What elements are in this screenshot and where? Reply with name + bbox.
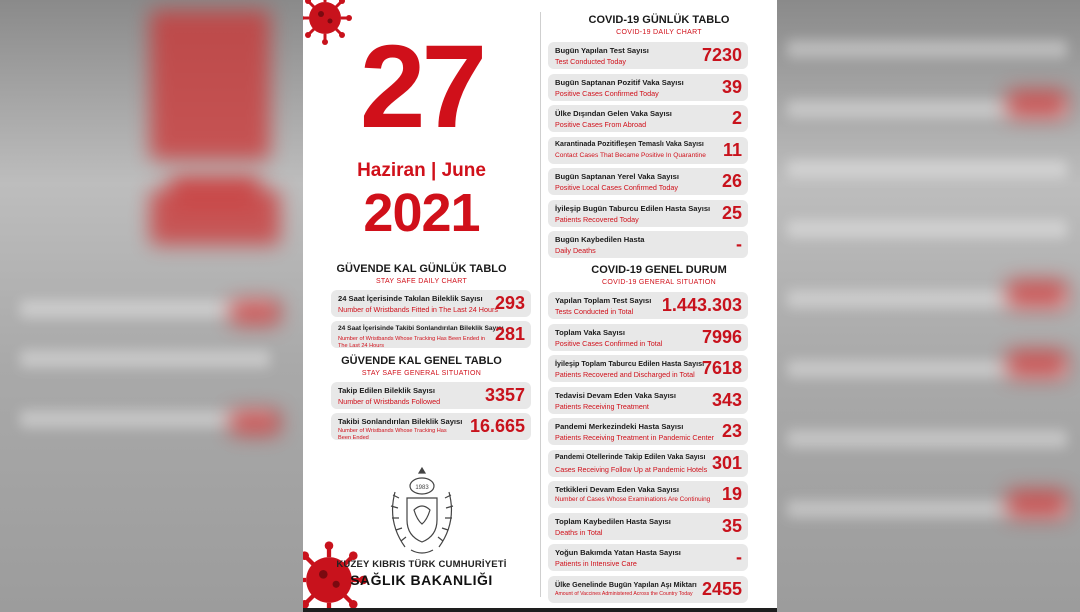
row-label-english: Tests Conducted in Total <box>555 307 634 316</box>
row-label-english: Patients Receiving Treatment <box>555 401 649 411</box>
row-label-turkish: Yapılan Toplam Test Sayısı <box>555 296 652 305</box>
row-value: 35 <box>721 515 742 536</box>
table-row <box>548 513 748 540</box>
row-value: - <box>736 234 742 254</box>
ministry-name: SAĞLIK BAKANLIĞI <box>350 572 493 588</box>
row-value: 293 <box>494 293 525 313</box>
row-label-english: Patients in Intensive Care <box>555 559 637 568</box>
row-label-turkish: İyileşip Toplam Taburcu Edilen Hasta Sayısı <box>555 359 705 368</box>
row-value: - <box>736 547 742 567</box>
row-label-turkish: Pandemi Otellerinde Takip Edilen Vaka Sayısı <box>555 453 706 461</box>
row-label-english: Positive Cases Confirmed Today <box>555 88 659 98</box>
row-label-turkish: Takibi Sonlandırılan Bileklik Sayısı <box>338 417 463 426</box>
row-label-turkish: Toplam Vaka Sayısı <box>555 327 625 337</box>
row-value: 19 <box>721 484 742 504</box>
table-row <box>548 544 748 571</box>
row-label-turkish: Yoğun Bakımda Yatan Hasta Sayısı <box>555 548 681 557</box>
table-row <box>548 387 748 414</box>
row-value: 281 <box>494 324 525 344</box>
row-label-turkish: Tetkikleri Devam Eden Vaka Sayısı <box>555 485 679 494</box>
row-label-turkish: Bugün Saptanan Yerel Vaka Sayısı <box>555 172 679 181</box>
row-value: 23 <box>721 421 742 441</box>
covid-daily-title: COVID-19 GÜNLÜK TABLO <box>588 14 730 26</box>
table-row <box>548 200 748 227</box>
row-label-turkish: Bugün Kaybedilen Hasta <box>555 235 645 244</box>
row-label-turkish: Toplam Kaybedilen Hasta Sayısı <box>555 516 671 526</box>
stay-safe-daily-title: GÜVENDE KAL GÜNLÜK TABLO <box>336 263 507 275</box>
table-row <box>548 576 748 603</box>
ministry-republic-name: KUZEY KIBRIS TÜRK CUMHURİYETİ <box>336 559 507 570</box>
table-row <box>548 231 748 258</box>
table-row <box>548 292 748 319</box>
row-label-english: Positive Local Cases Confirmed Today <box>555 183 678 192</box>
table-row <box>331 413 531 440</box>
row-label-turkish: Ülke Dışından Gelen Vaka Sayısı <box>555 109 672 118</box>
stay-safe-general-subtitle: STAY SAFE GENERAL SITUATION <box>361 370 482 377</box>
row-label-english: Amount of Vaccines Administered Across the Country Today <box>555 590 693 597</box>
stay-safe-general-title: GÜVENDE KAL GENEL TABLO <box>341 355 502 367</box>
row-label-english: Number of Wristbands Fitted in The Last 24 Hours <box>338 305 498 314</box>
row-label-english: Positive Cases From Abroad <box>555 120 647 129</box>
row-value: 7996 <box>701 326 742 347</box>
row-value: 26 <box>721 171 742 191</box>
row-value: 11 <box>722 139 742 160</box>
covid-daily-subtitle: COVID-19 DAILY CHART <box>616 29 702 36</box>
row-label-english: Number of Wristbands Whose Tracking Has Been Ended <box>338 428 447 441</box>
row-value: 343 <box>711 389 742 410</box>
row-label-english: Cases Receiving Follow Up at Pandemic Hotels <box>555 464 708 474</box>
row-label-turkish: 24 Saat İçerisinde Takılan Bileklik Sayısı <box>338 294 483 303</box>
row-label-turkish: Tedavisi Devam Eden Vaka Sayısı <box>555 390 677 400</box>
row-label-english: Patients Receiving Treatment in Pandemic Center <box>555 433 715 442</box>
row-label-english: Number of Wristbands Whose Tracking Has Been Ended in The Last 24 Hours <box>338 336 485 349</box>
row-label-turkish: Bugün Saptanan Pozitif Vaka Sayısı <box>555 77 684 87</box>
date-month: Haziran | June <box>357 160 486 181</box>
row-value: 2455 <box>701 578 742 599</box>
row-value: 25 <box>721 202 742 223</box>
table-row <box>548 137 748 164</box>
date-day: 27 <box>359 21 484 153</box>
blurred-background-left <box>0 0 303 612</box>
table-row <box>548 324 748 351</box>
table-row <box>548 168 748 195</box>
row-value: 2 <box>731 108 742 128</box>
row-label-english: Number of Wristbands Followed <box>338 397 441 406</box>
row-value: 7618 <box>701 358 742 378</box>
row-label-english: Contact Cases That Became Positive In Quarantine <box>555 151 706 159</box>
row-label-turkish: Karantinada Pozitifleşen Temaslı Vaka Sayısı <box>555 140 704 148</box>
row-label-turkish: Ülke Genelinde Bugün Yapılan Aşı Miktarı <box>555 579 697 589</box>
table-row <box>548 418 748 445</box>
column-divider <box>540 12 541 597</box>
row-label-turkish: Takip Edilen Bileklik Sayısı <box>338 386 435 395</box>
table-row <box>548 105 748 132</box>
covid-general-subtitle: COVID-19 GENERAL SITUATION <box>602 279 716 286</box>
row-label-turkish: İyileşip Bugün Taburcu Edilen Hasta Sayısı <box>555 203 711 213</box>
table-row <box>331 382 531 409</box>
row-label-english: Patients Recovered and Discharged in Total <box>555 370 695 379</box>
stay-safe-daily-subtitle: STAY SAFE DAILY CHART <box>375 278 468 285</box>
row-label-turkish: Pandemi Merkezindeki Hasta Sayısı <box>555 422 684 431</box>
table-row <box>548 355 748 382</box>
covid-report-poster <box>303 0 777 608</box>
emblem-year: 1983 <box>415 485 429 491</box>
row-label-english: Patients Recovered Today <box>555 214 639 224</box>
row-value: 1.443.303 <box>661 295 742 315</box>
table-row <box>331 321 531 348</box>
row-value: 39 <box>721 76 742 97</box>
table-row <box>548 42 748 69</box>
row-label-english: Test Conducted Today <box>555 57 626 66</box>
row-label-english: Number of Cases Whose Examinations Are Continuing <box>555 496 711 503</box>
table-row <box>548 450 748 477</box>
row-label-english: Daily Deaths <box>555 246 596 255</box>
covid-general-title: COVID-19 GENEL DURUM <box>591 264 727 276</box>
table-row <box>331 290 531 317</box>
row-value: 3357 <box>484 385 525 405</box>
row-label-turkish: 24 Saat İçerisinde Takibi Sonlandırılan Bileklik Sayısı <box>338 325 504 332</box>
row-value: 7230 <box>701 45 742 65</box>
table-row <box>548 481 748 508</box>
table-row <box>548 74 748 101</box>
row-value: 301 <box>711 452 742 473</box>
row-label-english: Positive Cases Confirmed in Total <box>555 338 663 348</box>
date-year: 2021 <box>363 183 480 243</box>
row-label-turkish: Bugün Yapılan Test Sayısı <box>555 46 649 55</box>
row-label-english: Deaths in Total <box>555 527 603 537</box>
emblem-icon <box>381 462 463 560</box>
row-value: 16.665 <box>469 416 525 436</box>
blurred-background-right <box>777 0 1080 612</box>
